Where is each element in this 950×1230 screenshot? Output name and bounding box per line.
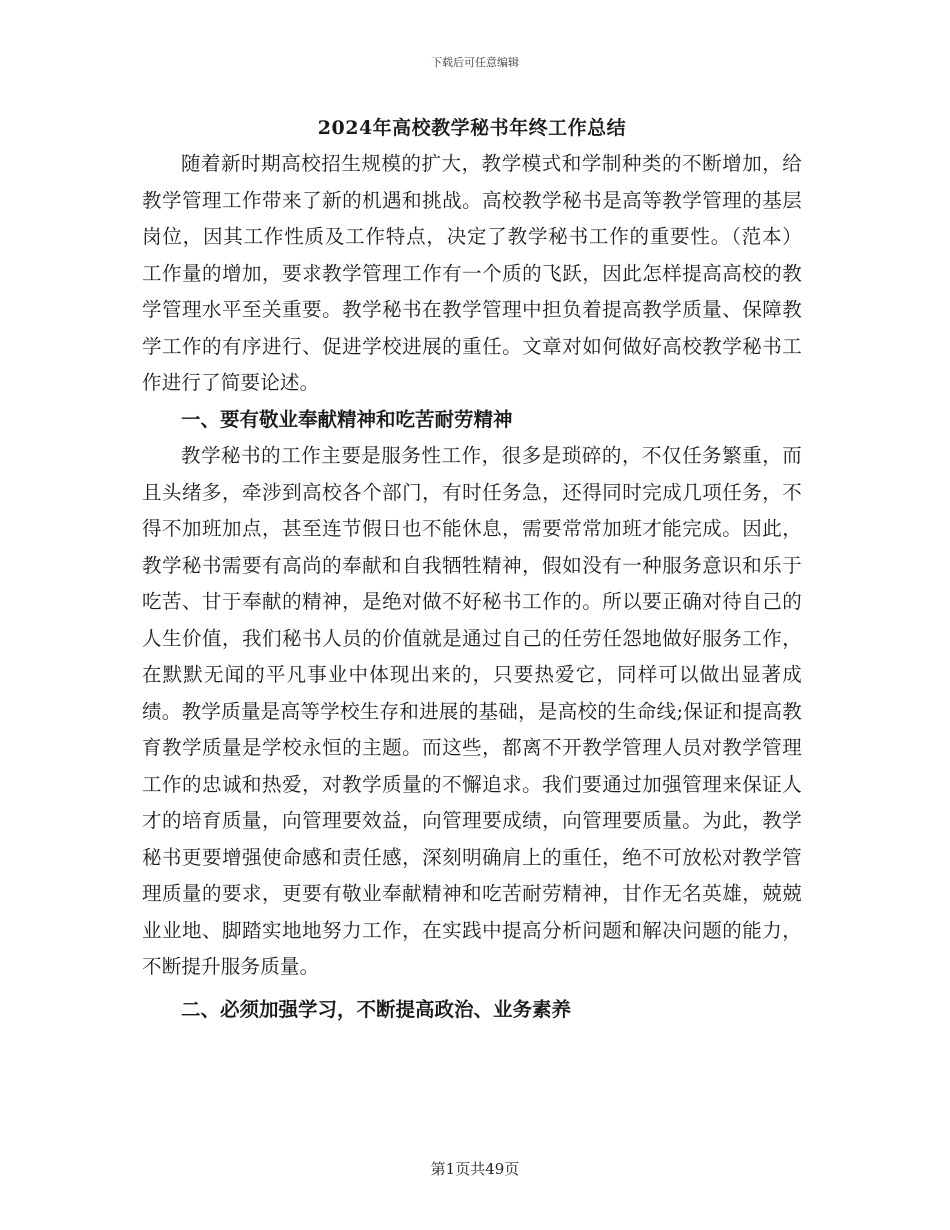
section-1-paragraph: 教学秘书的工作主要是服务性工作，很多是琐碎的，不仅任务繁重，而且头绪多，牵涉到高校各个部门，有时任务急，还得同时完成几项任务，不得不加班加点，甚至连节假日也不能休息，需要常常加班才能完成。因此，教学秘书需要有高尚的奉献和自我牺牲精神，假如没有一种服务意识和乐于吃苦、甘于奉献的精神，是绝对做不好秘书工作的。所以要正确对待自己的人生价值，我们秘书人员的价值就是通过自己的任劳任怨地做好服务工作，在默默无闻的平凡事业中体现出来的，只要热爱它，同样可以做出显著成绩。教学质量是高等学校生存和进展的基础，是高校的生命线;保证和提高教育教学质量是学校永恒的主题。而这些，都离不开教学管理人员对教学管理工作的忠诚和热爱，对教学质量的不懈追求。我们要通过加强管理来保证人才的培育质量，向管理要效益，向管理要成绩，向管理要质量。为此，教学秘书更要增强使命感和责任感，深刻明确肩上的重任，绝不可放松对教学管理质量的要求，更要有敬业奉献精神和吃苦耐劳精神，甘作无名英雄，兢兢业业地、脚踏实地地努力工作，在实践中提高分析问题和解决问题的能力，不断提升服务质量。 <box>142 444 802 978</box>
document-body <box>142 110 802 1028</box>
intro-paragraph: 随着新时期高校招生规模的扩大，教学模式和学制种类的不断增加，给教学管理工作带来了新的机遇和挑战。高校教学秘书是高等教学管理的基层岗位，因其工作性质及工作特点，决定了教学秘书工作的重要性。（范本）工作量的增加，要求教学管理工作有一个质的飞跃，因此怎样提高高校的教学管理水平至关重要。教学秘书在教学管理中担负着提高教学质量、保障教学工作的有序进行、促进学校进展的重任。文章对如何做好高校教学秘书工作进行了简要论述。 <box>142 152 802 394</box>
document-title: 2024年高校教学秘书年终工作总结 <box>317 117 627 139</box>
section-2-heading: 二、必须加强学习，不断提高政治、业务素养 <box>181 997 572 1021</box>
page-number-footer: 第1页共49页 <box>430 1160 520 1178</box>
section-1-heading: 一、要有敬业奉献精神和吃苦耐劳精神 <box>181 407 513 431</box>
header-note: 下载后可任意编辑 <box>431 56 519 69</box>
